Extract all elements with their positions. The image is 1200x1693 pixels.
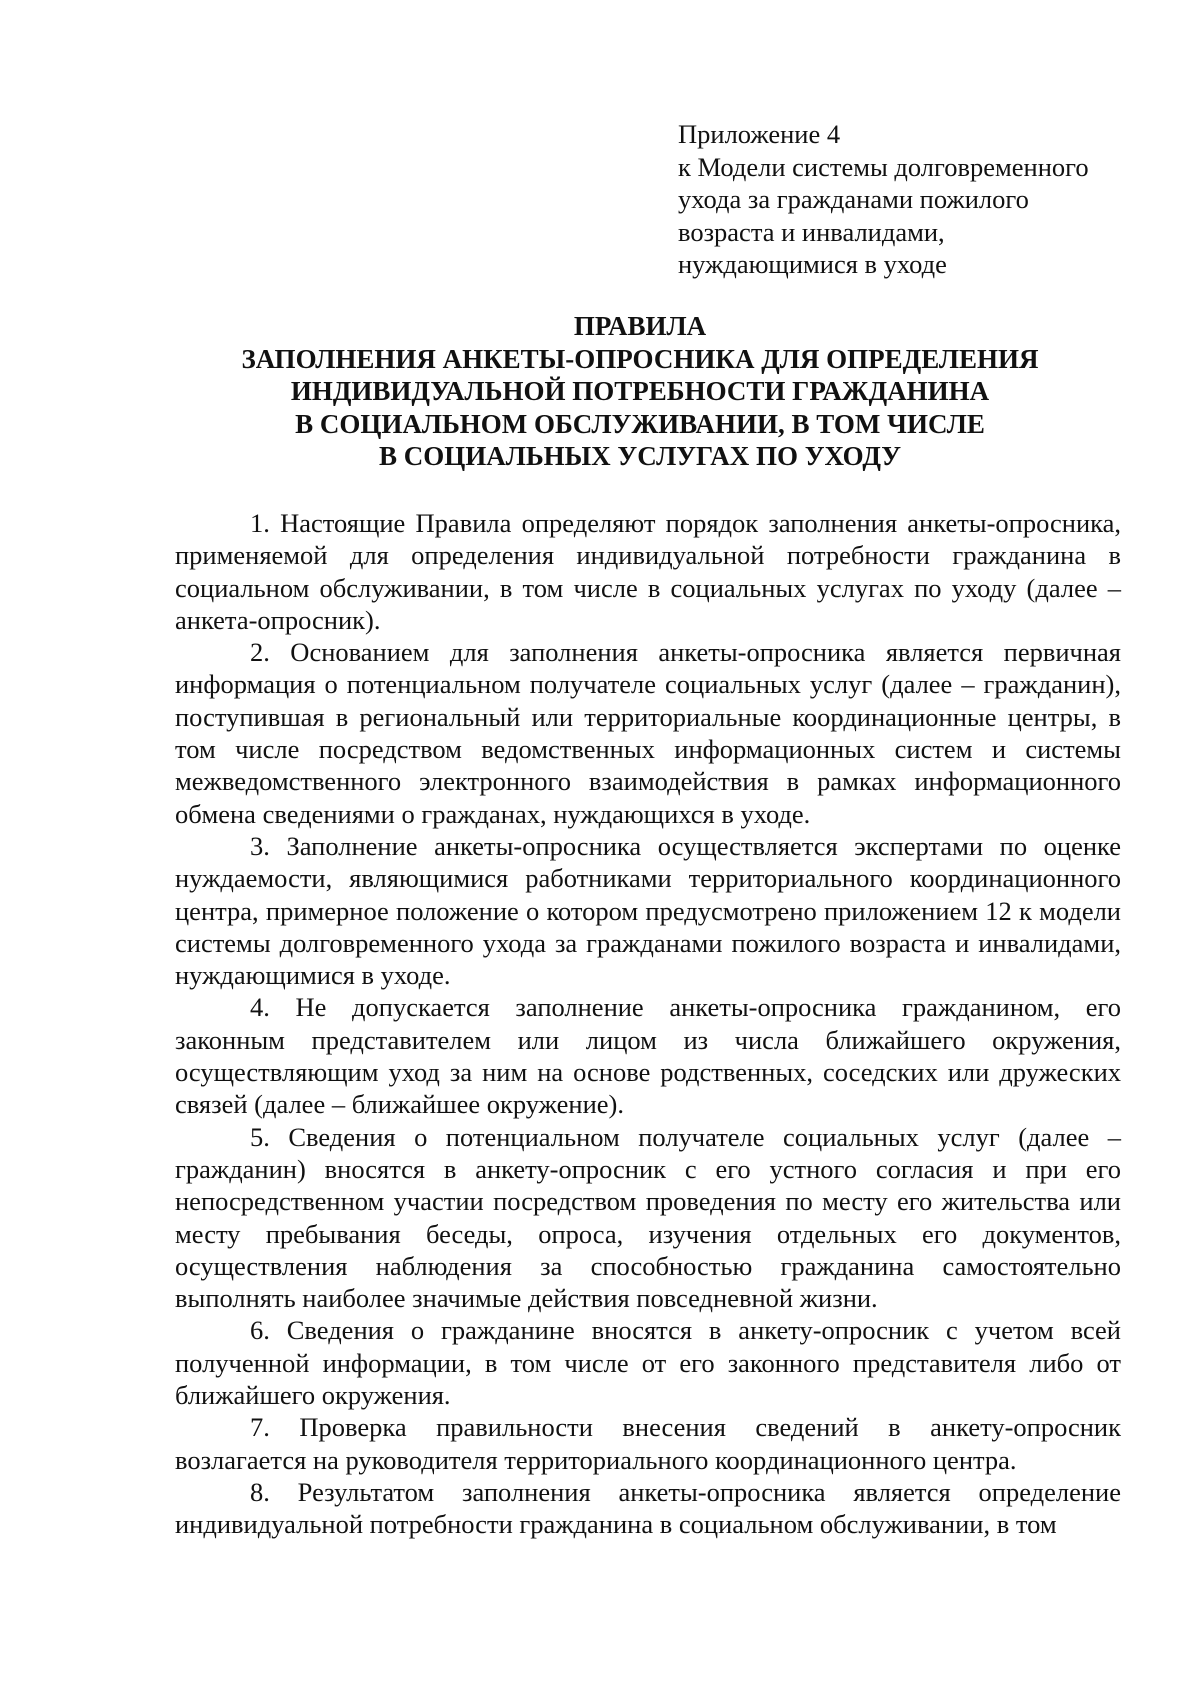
title-line: ПРАВИЛА xyxy=(573,311,707,341)
document-title xyxy=(160,310,1120,473)
appendix-line: к Модели системы долговременного xyxy=(678,151,1089,182)
title-line: ЗАПОЛНЕНИЯ АНКЕТЫ-ОПРОСНИКА ДЛЯ ОПРЕДЕЛЕНИЯ xyxy=(241,343,1039,374)
title-line: В СОЦИАЛЬНОМ ОБСЛУЖИВАНИИ, В ТОМ ЧИСЛЕ xyxy=(295,408,985,439)
document-body xyxy=(175,507,1121,1541)
paragraph-5: 5. Сведения о потенциальном получателе социальных услуг (далее – гражданин) вносятся в анкету-опросник с его устного согласия и при его непосредственном участии посредством проведения по месту его жительства или месту пребывания беседы, опроса, изучения отдельных его документов, осуществления наблюдения за способностью гражданина самостоятельно выполнять наиболее значимые действия повседневной жизни. xyxy=(175,1121,1121,1314)
title-line: В СОЦИАЛЬНЫХ УСЛУГАХ ПО УХОДУ xyxy=(378,441,902,471)
paragraph-6: 6. Сведения о гражданине вносятся в анкету-опросник с учетом всей полученной информации, в том числе от его законного представителя либо от ближайшего окружения. xyxy=(175,1315,1121,1411)
paragraph-8: 8. Результатом заполнения анкеты-опросника является определение индивидуальной потребности гражданина в социальном обслуживании, в том xyxy=(175,1476,1121,1540)
appendix-line: Приложение 4 xyxy=(678,119,841,149)
paragraph-2: 2. Основанием для заполнения анкеты-опросника является первичная информация о потенциальном получателе социальных услуг (далее – гражданин), поступившая в региональный или территориальные координационные центры, в том числе посредством ведомственных информационных систем и системы межведомственного электронного взаимодействия в рамках информационного обмена сведениями о гражданах, нуждающихся в уходе. xyxy=(175,637,1121,829)
paragraph-1: 1. Настоящие Правила определяют порядок заполнения анкеты-опросника, применяемой для определения индивидуальной потребности гражданина в социальном обслуживании, в том числе в социальных услугах по уходу (далее – анкета-опросник). xyxy=(175,508,1121,635)
title-line: ИНДИВИДУАЛЬНОЙ ПОТРЕБНОСТИ ГРАЖДАНИНА xyxy=(290,376,990,406)
paragraph-7: 7. Проверка правильности внесения сведений в анкету-опросник возлагается на руководителя территориального координационного центра. xyxy=(175,1412,1121,1475)
appendix-line: возраста и инвалидами, xyxy=(678,216,945,247)
appendix-reference xyxy=(678,118,1158,281)
appendix-line: нуждающимися в уходе xyxy=(678,249,947,279)
paragraph-3: 3. Заполнение анкеты-опросника осуществляется экспертами по оценке нуждаемости, являющимися работниками территориального координационного центра, примерное положение о котором предусмотрено приложением 12 к модели системы долговременного ухода за гражданами пожилого возраста и инвалидами, нуждающимися в уходе. xyxy=(175,830,1121,991)
paragraph-4: 4. Не допускается заполнение анкеты-опросника гражданином, его законным представителем или лицом из числа ближайшего окружения, осуществляющим уход за ним на основе родственных, соседских или дружеских связей (далее – ближайшее окружение). xyxy=(175,992,1121,1120)
appendix-line: ухода за гражданами пожилого xyxy=(678,184,1029,214)
